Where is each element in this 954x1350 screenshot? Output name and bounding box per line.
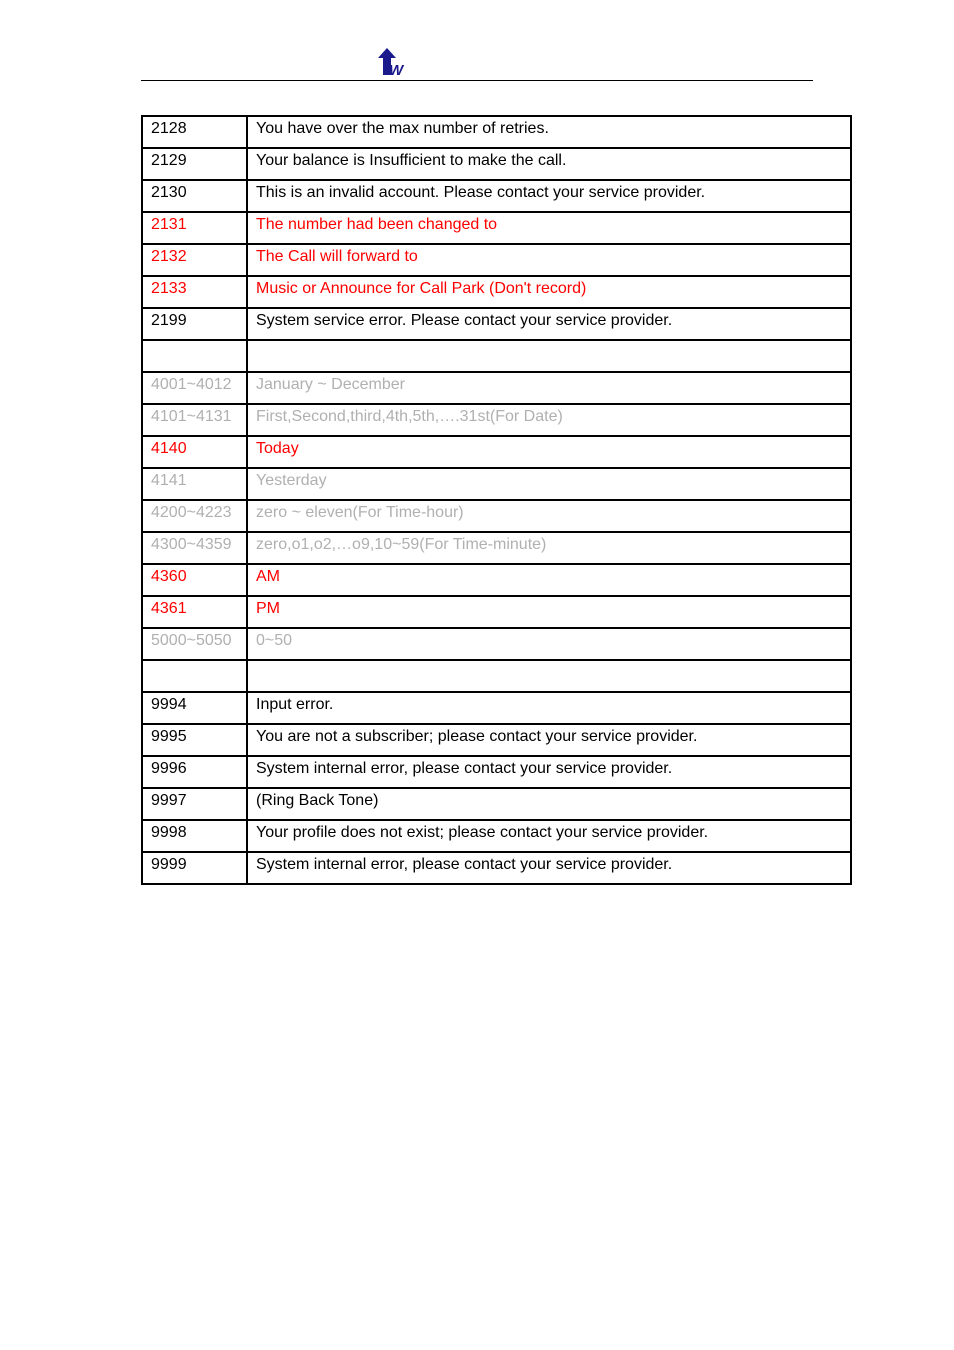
table-row [142,532,851,564]
code-cell: 9994 [142,692,247,724]
table-row [142,820,851,852]
table-row [142,660,851,692]
message-cell: System internal error, please contact your service provider. [247,756,851,788]
code-cell: 4101~4131 [142,404,247,436]
code-cell: 9997 [142,788,247,820]
table-row [142,564,851,596]
table-row [142,500,851,532]
code-cell: 9998 [142,820,247,852]
code-cell: 4300~4359 [142,532,247,564]
table-row [142,148,851,180]
table-row [142,852,851,884]
message-cell: (Ring Back Tone) [247,788,851,820]
code-cell [142,660,247,692]
table-row [142,340,851,372]
message-cell: AM [247,564,851,596]
table-row [142,180,851,212]
message-cell: The number had been changed to [247,212,851,244]
message-cell [247,660,851,692]
code-cell: 4200~4223 [142,500,247,532]
code-cell: 4361 [142,596,247,628]
code-cell: 4001~4012 [142,372,247,404]
code-cell: 9999 [142,852,247,884]
table-row [142,212,851,244]
table-row [142,308,851,340]
table-row [142,244,851,276]
code-cell [142,340,247,372]
message-cell: zero,o1,o2,…o9,10~59(For Time-minute) [247,532,851,564]
code-cell: 4140 [142,436,247,468]
table-row [142,756,851,788]
message-cell: First,Second,third,4th,5th,….31st(For Date) [247,404,851,436]
message-cell: Your balance is Insufficient to make the call. [247,148,851,180]
table-row [142,724,851,756]
message-cell: Yesterday [247,468,851,500]
message-cell: You have over the max number of retries. [247,116,851,148]
code-cell: 2129 [142,148,247,180]
company-logo-icon [376,48,408,78]
code-cell: 2199 [142,308,247,340]
table-row [142,276,851,308]
message-cell: Today [247,436,851,468]
message-cell: 0~50 [247,628,851,660]
code-cell: 9996 [142,756,247,788]
message-cell: System service error. Please contact your service provider. [247,308,851,340]
message-cell: System internal error, please contact your service provider. [247,852,851,884]
code-cell: 2133 [142,276,247,308]
code-cell: 5000~5050 [142,628,247,660]
svg-text:W: W [389,62,404,78]
table-row [142,468,851,500]
message-cell [247,340,851,372]
code-cell: 4141 [142,468,247,500]
message-cell: Your profile does not exist; please contact your service provider. [247,820,851,852]
table-row [142,692,851,724]
header-rule [141,80,813,81]
table-row [142,628,851,660]
table-row [142,404,851,436]
message-cell: You are not a subscriber; please contact your service provider. [247,724,851,756]
message-cell: This is an invalid account. Please contact your service provider. [247,180,851,212]
table-row [142,116,851,148]
table-row [142,596,851,628]
code-cell: 2132 [142,244,247,276]
message-cell: January ~ December [247,372,851,404]
message-cell: Input error. [247,692,851,724]
code-cell: 9995 [142,724,247,756]
message-cell: Music or Announce for Call Park (Don't record) [247,276,851,308]
table-row [142,788,851,820]
table-row [142,372,851,404]
code-cell: 2131 [142,212,247,244]
message-cell: PM [247,596,851,628]
table-row [142,436,851,468]
message-cell: The Call will forward to [247,244,851,276]
code-cell: 2130 [142,180,247,212]
code-cell: 2128 [142,116,247,148]
code-cell: 4360 [142,564,247,596]
prompt-code-table [141,115,852,885]
message-cell: zero ~ eleven(For Time-hour) [247,500,851,532]
